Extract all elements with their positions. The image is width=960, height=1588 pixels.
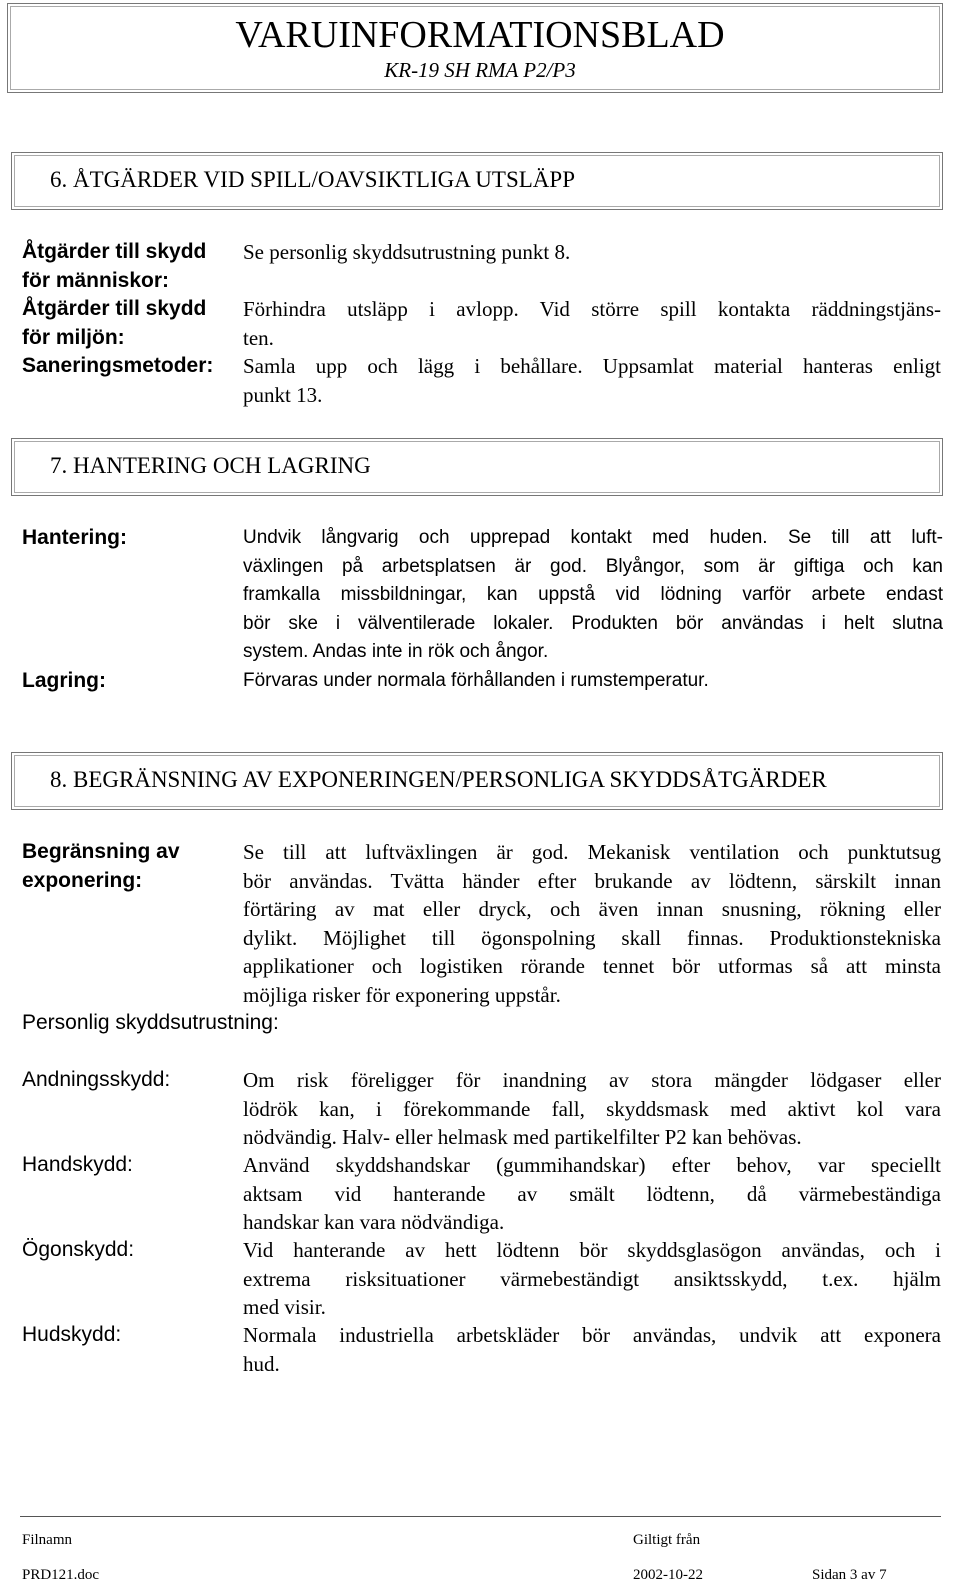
storage-text: Förvaras under normala förhållanden i rumstemperatur.	[243, 670, 709, 691]
document-title: VARUINFORMATIONSBLAD	[235, 14, 725, 56]
footer-page-number: Sidan 3 av 7	[812, 1567, 887, 1583]
respiratory-protection-label: Andningsskydd:	[22, 1068, 171, 1091]
section-8-heading: 8. BEGRÄNSNING AV EXPONERINGEN/PERSONLIGA SKYDDSÅTGÄRDER	[50, 767, 827, 792]
document-subtitle: KR-19 SH RMA P2/P3	[384, 58, 576, 82]
exposure-limitation-text: Se till att luftväxlingen är god. Mekanisk ventilation och punktutsug bör användas. Tvätta händer efter brukande av lödtenn, särskilt innan förtäring av mat eller dryck, och även innan snusning, rökning eller dylikt. Möjlighet till ögonspolning skall finnas. Produktionstekniska applikationer och logistiken rörande tennet bör utformas så att minsta möjliga risker för exponering uppstår.	[243, 840, 941, 1007]
cleanup-methods-text: Samla upp och lägg i behållare. Uppsamlat material hanteras enligt punkt 13.	[243, 354, 941, 407]
footer-valid-date: 2002-10-22	[633, 1567, 703, 1583]
skin-protection-text: Normala industriella arbetskläder bör användas, undvik att exponera hud.	[243, 1323, 941, 1376]
eye-protection-label: Ögonskydd:	[22, 1238, 135, 1261]
exposure-limitation-label: Begränsning av exponering:	[22, 840, 180, 892]
footer-filename: PRD121.doc	[22, 1567, 100, 1583]
footer-divider	[20, 1516, 941, 1517]
hand-protection-text: Använd skyddshandskar (gummihandskar) efter behov, var speciellt aktsam vid hanterande av smält lödtenn, då värmebeständiga handskar kan vara nödvändiga.	[243, 1153, 941, 1234]
footer-filename-label: Filnamn	[22, 1532, 73, 1548]
section-6-heading: 6. ÅTGÄRDER VID SPILL/OAVSIKTLIGA UTSLÄPP	[50, 167, 575, 192]
environment-protection-text: Förhindra utsläpp i avlopp. Vid större spill kontakta räddningstjäns- ten.	[243, 297, 941, 350]
people-protection-text: Se personlig skyddsutrustning punkt 8.	[243, 240, 571, 264]
hand-protection-label: Handskydd:	[22, 1153, 133, 1176]
footer-valid-from-label: Giltigt från	[633, 1532, 701, 1548]
handling-text: Undvik långvarig och upprepad kontakt med huden. Se till att luft- växlingen på arbetsplatsen är god. Blyångor, som är giftiga och kan framkalla missbildningar, kan uppstå vid lödning varför arbete endast bör ske i välventilerade lokaler. Produkten bör användas i helt slutna system. Andas inte in rök och ångor.	[243, 527, 943, 662]
eye-protection-text: Vid hanterande av hett lödtenn bör skyddsglasögon användas, och i extrema risksituationer värmebeständigt ansiktsskydd, t.ex. hjälm med visir.	[243, 1238, 941, 1319]
respiratory-protection-text: Om risk föreligger för inandning av stora mängder lödgaser eller lödrök kan, i förekommande fall, skyddsmask med aktivt kol vara nödvändig. Halv- eller helmask med partikelfilter P2 kan behövas.	[243, 1068, 941, 1149]
skin-protection-label: Hudskydd:	[22, 1323, 122, 1346]
cleanup-methods-label: Saneringsmetoder:	[22, 354, 214, 377]
ppe-heading: Personlig skyddsutrustning:	[22, 1011, 279, 1034]
storage-label: Lagring:	[22, 669, 106, 692]
section-7-heading: 7. HANTERING OCH LAGRING	[50, 453, 371, 478]
environment-protection-label: Åtgärder till skydd för miljön:	[22, 297, 207, 349]
people-protection-label: Åtgärder till skydd för människor:	[22, 240, 207, 292]
handling-label: Hantering:	[22, 526, 127, 549]
